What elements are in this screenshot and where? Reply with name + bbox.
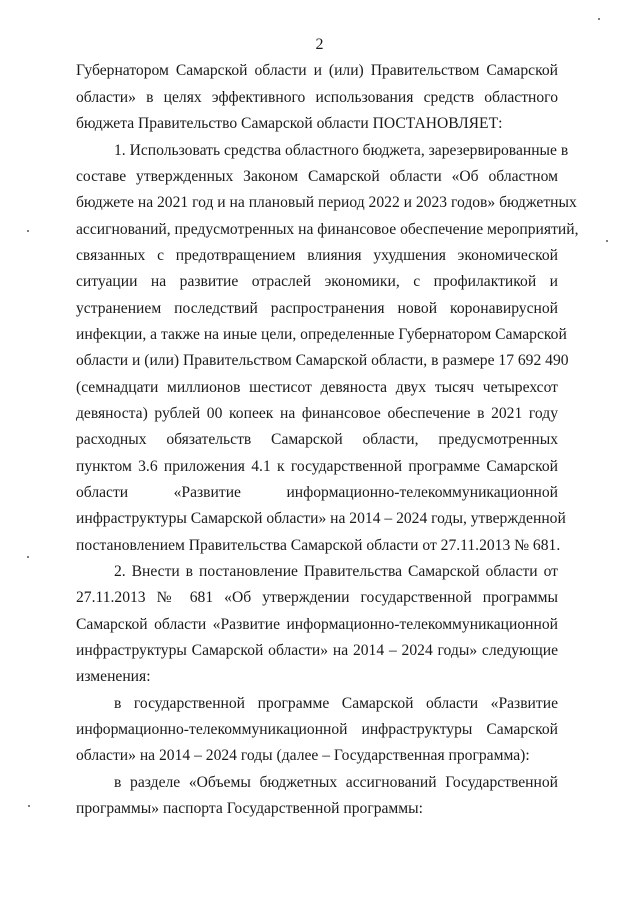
text-line: постановлением Правительства Самарской области от 27.11.2013 № 681.	[76, 537, 561, 554]
text-line: (семнадцати миллионов шестисот девяноста двух тысяч четырехсот	[76, 379, 558, 396]
scan-speck	[28, 805, 30, 807]
text-line: области» на 2014 – 2024 годы (далее – Государственная программа):	[76, 747, 530, 764]
text-line: области» в целях эффективного использования средств областного	[76, 89, 558, 106]
text-line: пунктом 3.6 приложения 4.1 к государственной программе Самарской	[76, 458, 558, 475]
text-line: программы» паспорта Государственной программы:	[76, 800, 423, 817]
scan-speck	[606, 240, 608, 242]
text-line: Самарской области «Развитие информационно-телекоммуникационной	[76, 616, 558, 633]
text-line: 27.11.2013 № 681 «Об утверждении государственной программы	[76, 589, 558, 606]
text-line: инфраструктуры Самарской области» на 2014 – 2024 годы» следующие	[76, 642, 558, 659]
text-line: Губернатором Самарской области и (или) Правительством Самарской	[76, 62, 558, 79]
text-line: области «Развитие информационно-телекоммуникационной	[76, 484, 558, 501]
text-line: ситуации на развитие отраслей экономики, с профилактикой и	[76, 273, 558, 290]
paragraph-4-first-line: в разделе «Объемы бюджетных ассигнований Государственной	[114, 774, 558, 791]
text-line: девяноста) рублей 00 копеек на финансовое обеспечение в 2021 году	[76, 405, 558, 422]
scan-speck	[27, 230, 29, 232]
text-line: бюджете на 2021 год и на плановый период 2022 и 2023 годов» бюджетных	[76, 194, 577, 211]
scan-speck	[598, 18, 600, 20]
text-line: информационно-телекоммуникационной инфраструктуры Самарской	[76, 721, 558, 738]
paragraph-1-first-line: 1. Использовать средства областного бюджета, зарезервированные в	[114, 142, 569, 159]
scan-speck	[27, 556, 29, 558]
text-line: ассигнований, предусмотренных на финансовое обеспечение мероприятий,	[76, 221, 579, 238]
text-line: бюджета Правительство Самарской области ПОСТАНОВЛЯЕТ:	[76, 115, 503, 132]
text-line: устранением последствий распространения новой коронавирусной	[76, 300, 558, 317]
paragraph-3-first-line: в государственной программе Самарской области «Развитие	[114, 695, 558, 712]
text-line: связанных с предотвращением влияния ухудшения экономической	[76, 247, 558, 264]
text-line: инфраструктуры Самарской области» на 2014 – 2024 годы, утвержденной	[76, 510, 566, 527]
paragraph-2-first-line: 2. Внести в постановление Правительства Самарской области от	[114, 563, 558, 580]
text-line: составе утвержденных Законом Самарской области «Об областном	[76, 168, 558, 185]
text-line: инфекции, а также на иные цели, определенные Губернатором Самарской	[76, 326, 567, 343]
text-line: изменения:	[76, 668, 151, 685]
text-line: области и (или) Правительством Самарской области, в размере 17 692 490	[76, 352, 569, 369]
page-number: 2	[315, 36, 324, 53]
text-line: расходных обязательств Самарской области, предусмотренных	[76, 431, 558, 448]
